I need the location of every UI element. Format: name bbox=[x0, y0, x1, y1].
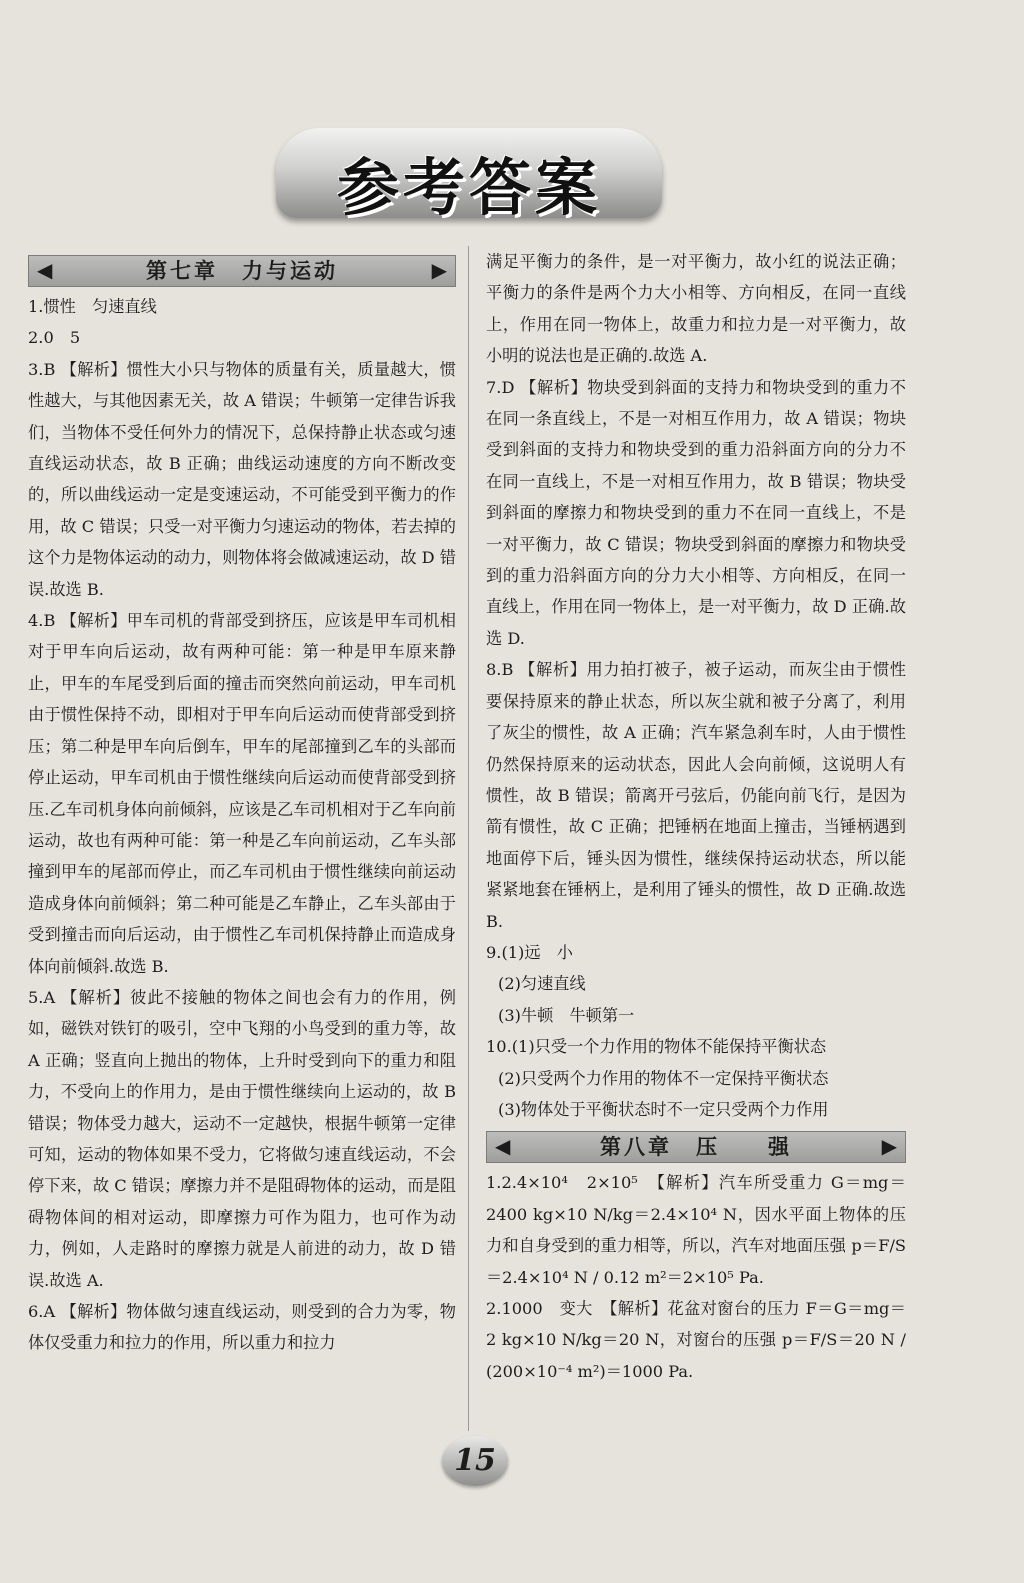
answer-item: 1.惯性 匀速直线 bbox=[28, 297, 157, 316]
chapter-7-title: 第七章 力与运动 bbox=[146, 258, 338, 283]
answer-item-q10: 10.(1)只受一个力作用的物体不能保持平衡状态 bbox=[486, 1037, 827, 1057]
answer-item: 8.B 【解析】用力拍打被子，被子运动，而灰尘由于惯性要保持原来的静止状态，所以灰尘就和被子分离了，利用了灰尘的惯性，故 A 正确；汽车紧急刹车时，人由于惯性仍然保持原来的运动状态，因此人会向前倾，这说明人有惯性，故 B 错误；箭离开弓弦后，仍能向前飞行，是因为箭有惯性，故 C 正确；把锤柄在地面上撞击，当锤柄遇到地面停下后，锤头因为惯性，继续保持运动状态，所以能紧紧地套在锤柄上，是利用了锤头的惯性，故 D 正确.故选 B. bbox=[486, 660, 906, 931]
right-arrow-icon: ▶ bbox=[431, 258, 447, 282]
answer-item: 7.D 【解析】物块受到斜面的支持力和物块受到的重力不在同一条直线上，不是一对相互作用力，故 A 错误；物块受到斜面的支持力和物块受到的重力沿斜面方向的分力不在同一直线上，不是一对相互作用力，故 B 错误；物块受到斜面的摩擦力和物块受到的重力不在同一直线上，不是一对平衡力，故 C 错误；物块受到斜面的摩擦力和物块受到的重力沿斜面方向的分力大小相等、方向相反，在同一直线上，作用在同一物体上，是一对平衡力，故 D 正确.故选 D. bbox=[486, 377, 906, 648]
answer-item: 4.B 【解析】甲车司机的背部受到挤压，应该是甲车司机相对于甲车向后运动，故有两种可能：第一种是甲车原来静止，甲车的车尾受到后面的撞击而突然向前运动，甲车司机由于惯性保持不动，即相对于甲车向后运动而使背部受到挤压；第二种是甲车向后倒车，甲车的尾部撞到乙车的头部而停止运动，甲车司机由于惯性继续向后运动而使背部受到挤压.乙车司机身体向前倾斜，应该是乙车司机相对于乙车向前运动，故也有两种可能：第一种是乙车向前运动，乙车头部撞到甲车的尾部而停止，而乙车司机由于惯性继续向前运动造成身体向前倾斜；第二种可能是乙车静止，乙车头部由于受到撞击而向后运动，由于惯性乙车司机保持静止而造成身体向前倾斜.故选 B. bbox=[28, 611, 456, 976]
chapter-7-header bbox=[28, 255, 456, 287]
answer-item: 2.0 5 bbox=[28, 328, 81, 348]
answer-item: 6.A 【解析】物体做匀速直线运动，则受到的合力为零，物体仅受重力和拉力的作用，所以重力和拉力 bbox=[28, 1302, 456, 1353]
answer-subitem: (2)只受两个力作用的物体不一定保持平衡状态 bbox=[498, 1068, 829, 1088]
answer-item: 2.1000 变大 【解析】花盆对窗台的压力 F＝G＝mg＝2 kg×10 N/kg＝20 N，对窗台的压强 p＝F/S＝20 N / (200×10⁻⁴ m²)＝1000 Pa. bbox=[486, 1299, 906, 1381]
left-arrow-icon: ◀ bbox=[495, 1134, 511, 1159]
answer-item: 5.A 【解析】彼此不接触的物体之间也会有力的作用，例如，磁铁对铁钉的吸引，空中飞翔的小鸟受到的重力等，故 A 正确；竖直向上抛出的物体，上升时受到向下的重力和阻力，不受向上的作用力，是由于惯性继续向上运动的，故 B 错误；物体受力越大，运动不一定越快，根据牛顿第一定律可知，运动的物体如果不受力，它将做匀速直线运动，不会停下来，故 C 错误；摩擦力并不是阻碍物体的运动，而是阻碍物体间的相对运动，即摩擦力可作为阻力，也可作为动力，例如，人走路时的摩擦力就是人前进的动力，故 D 错误.故选 A. bbox=[28, 987, 456, 1290]
answer-subitem: (3)物体处于平衡状态时不一定只受两个力作用 bbox=[498, 1099, 829, 1119]
answer-item-q9: 9.(1)远 小 bbox=[486, 942, 573, 962]
right-arrow-icon: ▶ bbox=[881, 1134, 897, 1159]
left-arrow-icon: ◀ bbox=[37, 258, 53, 282]
answer-item: 1.2.4×10⁴ 2×10⁵ 【解析】汽车所受重力 G＝mg＝2400 kg×10 N/kg＝2.4×10⁴ N，因水平面上物体的压力和自身受到的重力相等，所以，汽车对地面压强 p＝F/S＝2.4×10⁴ N / 0.12 m²＝2×10⁵ Pa. bbox=[486, 1173, 906, 1287]
column-divider bbox=[468, 246, 469, 1431]
chapter-8-title: 第八章 压 强 bbox=[600, 1134, 792, 1160]
title-banner bbox=[276, 128, 662, 224]
right-column bbox=[486, 246, 906, 1387]
answer-subitem: (3)牛顿 牛顿第一 bbox=[498, 1005, 635, 1025]
answer-subitem: (2)匀速直线 bbox=[498, 974, 586, 994]
chapter-8-header bbox=[486, 1131, 906, 1163]
answer-item: 3.B 【解析】惯性大小只与物体的质量有关，质量越大，惯性越大，与其他因素无关，故 A 错误；牛顿第一定律告诉我们，当物体不受任何外力的情况下，总保持静止状态或匀速直线运动状态，故 B 正确；曲线运动速度的方向不断改变的，所以曲线运动一定是变速运动，不可能受到平衡力的作用，故 C 错误；只受一对平衡力匀速运动的物体，若去掉的这个力是物体运动的动力，则物体将会做减速运动，故 D 错误.故选 B. bbox=[28, 359, 456, 599]
answer-item: 满足平衡力的条件，是一对平衡力，故小红的说法正确；平衡力的条件是两个力大小相等、方向相反，在同一直线上，作用在同一物体上，故重力和拉力是一对平衡力，故小明的说法也是正确的.故选 A. bbox=[486, 252, 906, 366]
left-column bbox=[28, 255, 456, 1359]
page-title: 参考答案 bbox=[336, 151, 601, 224]
page-number: 15 bbox=[442, 1436, 508, 1486]
